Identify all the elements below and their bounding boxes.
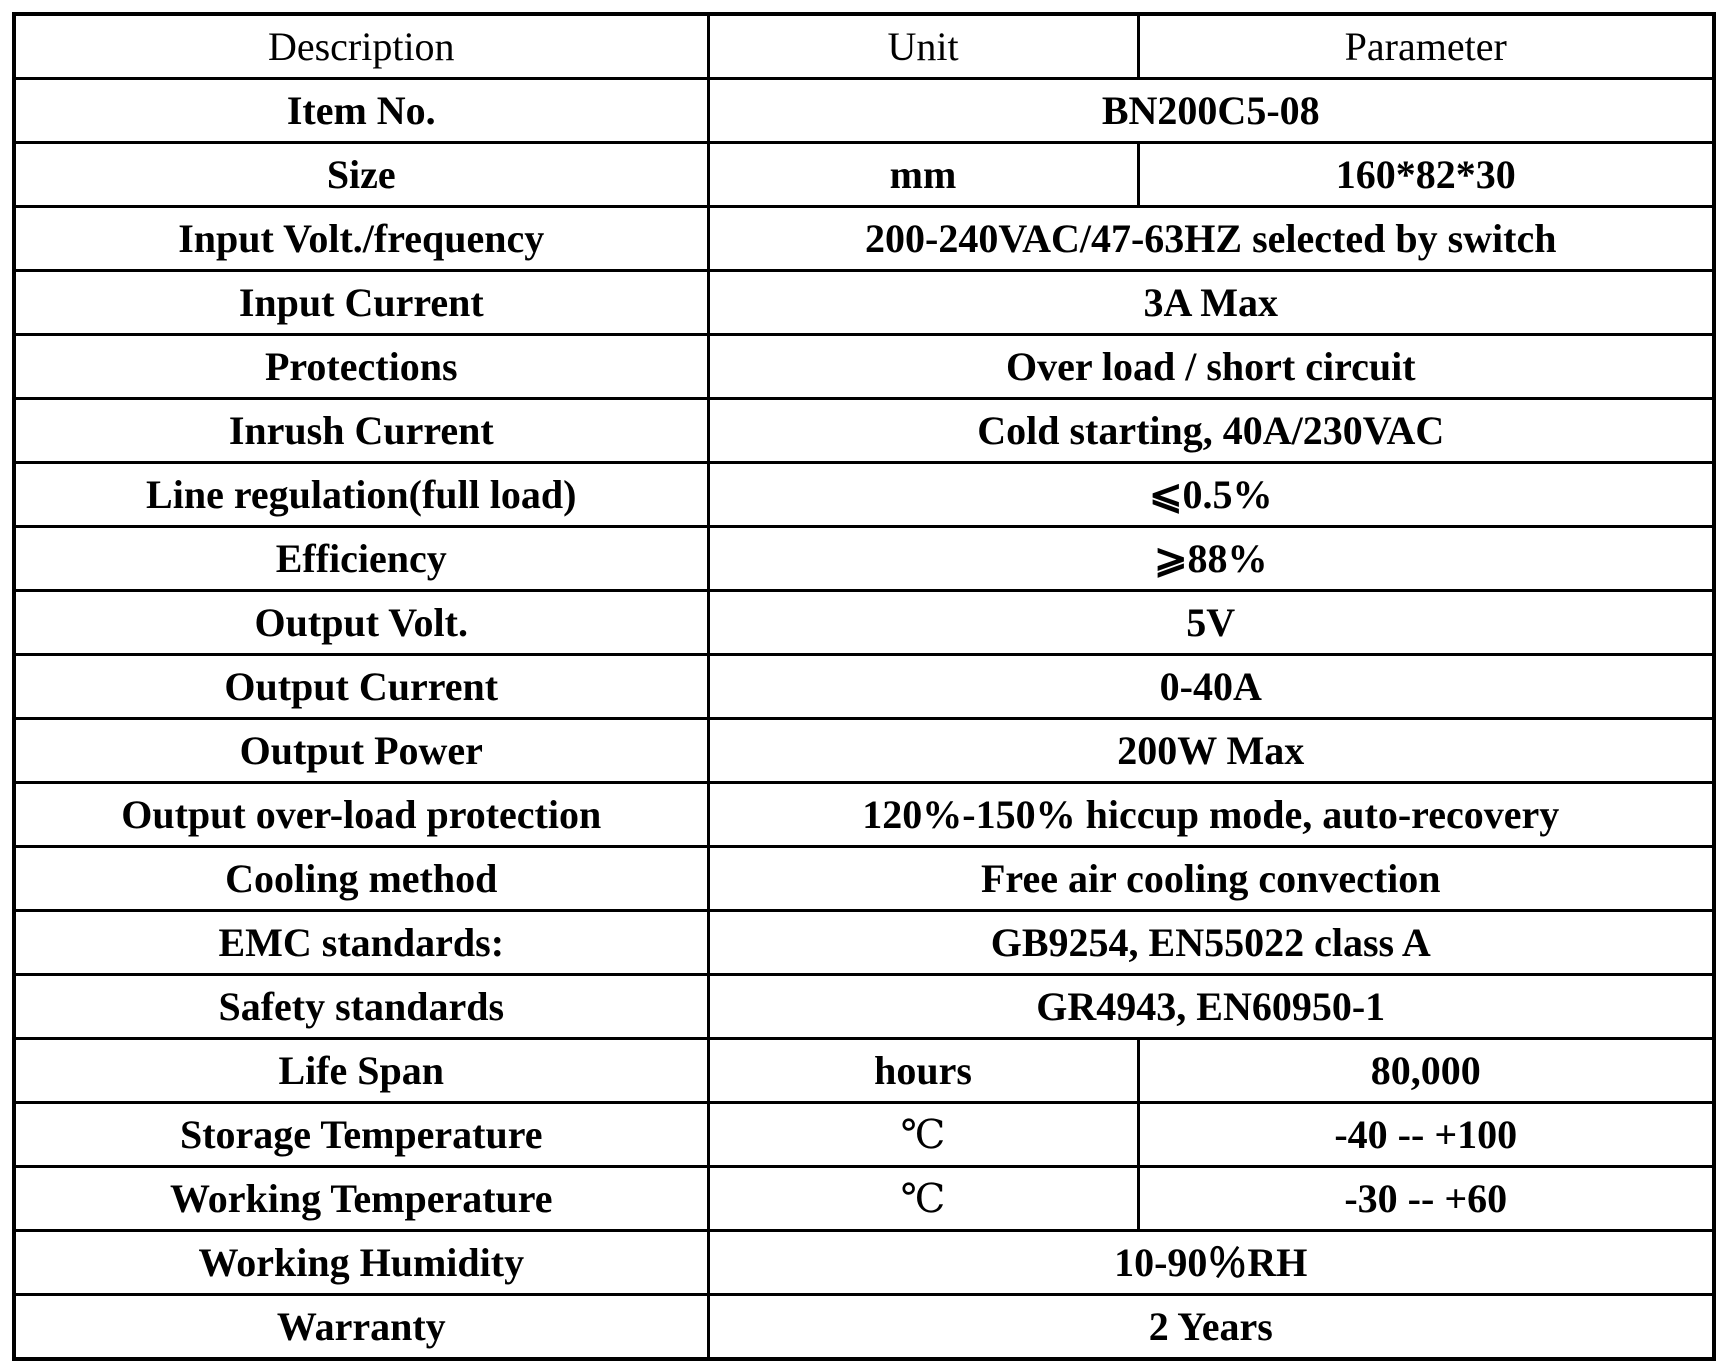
table-row xyxy=(14,655,1714,719)
row-description: Efficiency xyxy=(14,527,708,591)
row-unit: mm xyxy=(708,143,1138,207)
row-parameter: -30 -- +60 xyxy=(1138,1167,1714,1231)
row-value: 0-40A xyxy=(708,655,1714,719)
row-description: Storage Temperature xyxy=(14,1103,708,1167)
row-description: Output Volt. xyxy=(14,591,708,655)
table-row xyxy=(14,527,1714,591)
header-parameter: Parameter xyxy=(1138,14,1714,79)
row-description: Cooling method xyxy=(14,847,708,911)
table-row xyxy=(14,1231,1714,1295)
row-unit: ℃ xyxy=(708,1167,1138,1231)
header-row xyxy=(14,14,1714,79)
row-value: 120%-150% hiccup mode, auto-recovery xyxy=(708,783,1714,847)
table-row xyxy=(14,79,1714,143)
row-description: Line regulation(full load) xyxy=(14,463,708,527)
row-value: 200W Max xyxy=(708,719,1714,783)
table-row xyxy=(14,719,1714,783)
table-row xyxy=(14,1167,1714,1231)
row-description: Protections xyxy=(14,335,708,399)
table-row xyxy=(14,1103,1714,1167)
row-value: Cold starting, 40A/230VAC xyxy=(708,399,1714,463)
row-parameter: 80,000 xyxy=(1138,1039,1714,1103)
header-unit: Unit xyxy=(708,14,1138,79)
spec-sheet xyxy=(12,12,1712,1357)
table-row xyxy=(14,1295,1714,1360)
row-value: ⩽0.5% xyxy=(708,463,1714,527)
row-value: Over load / short circuit xyxy=(708,335,1714,399)
row-description: Size xyxy=(14,143,708,207)
row-description: EMC standards: xyxy=(14,911,708,975)
row-description: Life Span xyxy=(14,1039,708,1103)
row-description: Item No. xyxy=(14,79,708,143)
row-description: Output Power xyxy=(14,719,708,783)
row-description: Input Current xyxy=(14,271,708,335)
table-row xyxy=(14,783,1714,847)
row-value: 5V xyxy=(708,591,1714,655)
row-description: Working Humidity xyxy=(14,1231,708,1295)
row-parameter: -40 -- +100 xyxy=(1138,1103,1714,1167)
table-row xyxy=(14,207,1714,271)
row-description: Input Volt./frequency xyxy=(14,207,708,271)
row-value: 3A Max xyxy=(708,271,1714,335)
header-description: Description xyxy=(14,14,708,79)
table-row xyxy=(14,271,1714,335)
row-value: 200-240VAC/47-63HZ selected by switch xyxy=(708,207,1714,271)
row-value: GR4943, EN60950-1 xyxy=(708,975,1714,1039)
row-description: Safety standards xyxy=(14,975,708,1039)
row-description: Output over-load protection xyxy=(14,783,708,847)
row-description: Warranty xyxy=(14,1295,708,1360)
row-value: Free air cooling convection xyxy=(708,847,1714,911)
table-row xyxy=(14,399,1714,463)
row-value: BN200C5-08 xyxy=(708,79,1714,143)
table-row xyxy=(14,143,1714,207)
row-parameter: 160*82*30 xyxy=(1138,143,1714,207)
row-description: Output Current xyxy=(14,655,708,719)
table-header xyxy=(14,14,1714,79)
table-body xyxy=(14,79,1714,1360)
table-row xyxy=(14,591,1714,655)
table-row xyxy=(14,335,1714,399)
row-value: 2 Years xyxy=(708,1295,1714,1360)
row-value: ⩾88% xyxy=(708,527,1714,591)
table-row xyxy=(14,911,1714,975)
row-description: Inrush Current xyxy=(14,399,708,463)
row-value: 10-90％RH xyxy=(708,1231,1714,1295)
table-row xyxy=(14,975,1714,1039)
row-unit: ℃ xyxy=(708,1103,1138,1167)
table-row xyxy=(14,1039,1714,1103)
table-row xyxy=(14,463,1714,527)
row-unit: hours xyxy=(708,1039,1138,1103)
table-row xyxy=(14,847,1714,911)
specification-table xyxy=(12,12,1716,1361)
row-description: Working Temperature xyxy=(14,1167,708,1231)
row-value: GB9254, EN55022 class A xyxy=(708,911,1714,975)
